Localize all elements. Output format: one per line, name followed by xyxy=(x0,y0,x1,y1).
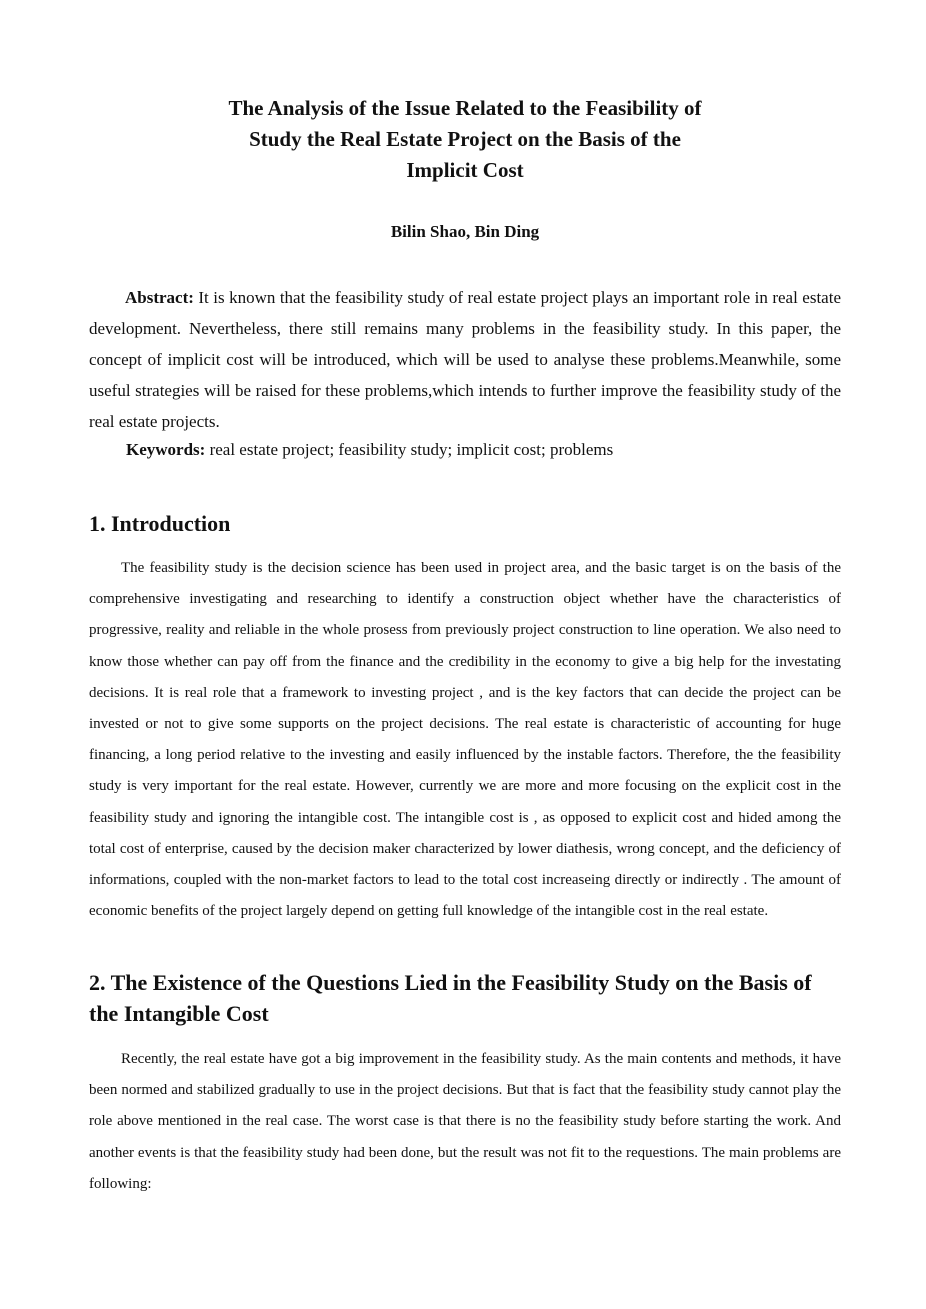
keywords-label: Keywords: xyxy=(126,440,206,459)
existence-paragraph: Recently, the real estate have got a big improvement in the feasibility study. As the main contents and methods, it have been normed and stabilized gradually to use in the project decisions. But that is fact that the feasibility study cannot play the role above mentioned in the real case. The worst case is that there is no the feasibility study before starting the work. And another events is that the feasibility study had been done, but the result was not fit to the requestions. The main problems are following: xyxy=(89,1051,841,1192)
section-heading-existence-of-questions: 2. The Existence of the Questions Lied in the Feasibility Study on the Basis of the Intangible Cost xyxy=(89,970,812,1026)
abstract xyxy=(89,282,841,437)
title-line-1: The Analysis of the Issue Related to the Feasibility of xyxy=(228,96,702,120)
abstract-label: Abstract: xyxy=(125,288,194,307)
section-heading-introduction: 1. Introduction xyxy=(89,511,231,536)
title-line-2: Study the Real Estate Project on the Basis of the xyxy=(249,127,681,151)
keywords xyxy=(89,437,841,463)
keywords-text: real estate project; feasibility study; implicit cost; problems xyxy=(205,440,614,459)
introduction-paragraph: The feasibility study is the decision science has been used in project area, and the basic target is on the basis of the comprehensive investigating and researching to identify a construction object whether have the characteristics of progressive, reality and reliable in the whole prosess from previously project construction to line operation. We also need to know those whether can pay off from the finance and the credibility in the economy to give a big help for the investating decisions. It is real role that a framework to investing project , and is the key factors that can decide the project can be invested or not to give some supports on the project decisions. The real estate is characteristic of accounting for huge financing, a long period relative to the investing and easily influenced by the instable factors. Therefore, the the feasibility study is very important for the real estate. However, currently we are more and more focusing on the explicit cost in the feasibility study and ignoring the intangible cost. The intangible cost is , as opposed to explicit cost and hided among the total cost of enterprise, caused by the decision maker characterized by lower diathesis, wrong concept, and the deficiency of informations, coupled with the non-market factors to lead to the total cost increaseing directly or indirectly . The amount of economic benefits of the project largely depend on getting full knowledge of the intangible cost in the real estate. xyxy=(89,560,841,920)
authors: Bilin Shao, Bin Ding xyxy=(390,222,540,241)
abstract-text: It is known that the feasibility study of real estate project plays an important role in real estate development. Nevertheless, there still remains many problems in the feasibility study. In this paper, the concept of implicit cost will be introduced, which will be used to analyse these problems.Meanwhile, some useful strategies will be raised for these problems,which intends to further improve the feasibility study of the real estate projects. xyxy=(89,288,841,431)
title-line-3: Implicit Cost xyxy=(406,158,524,182)
paper-title xyxy=(89,93,841,186)
